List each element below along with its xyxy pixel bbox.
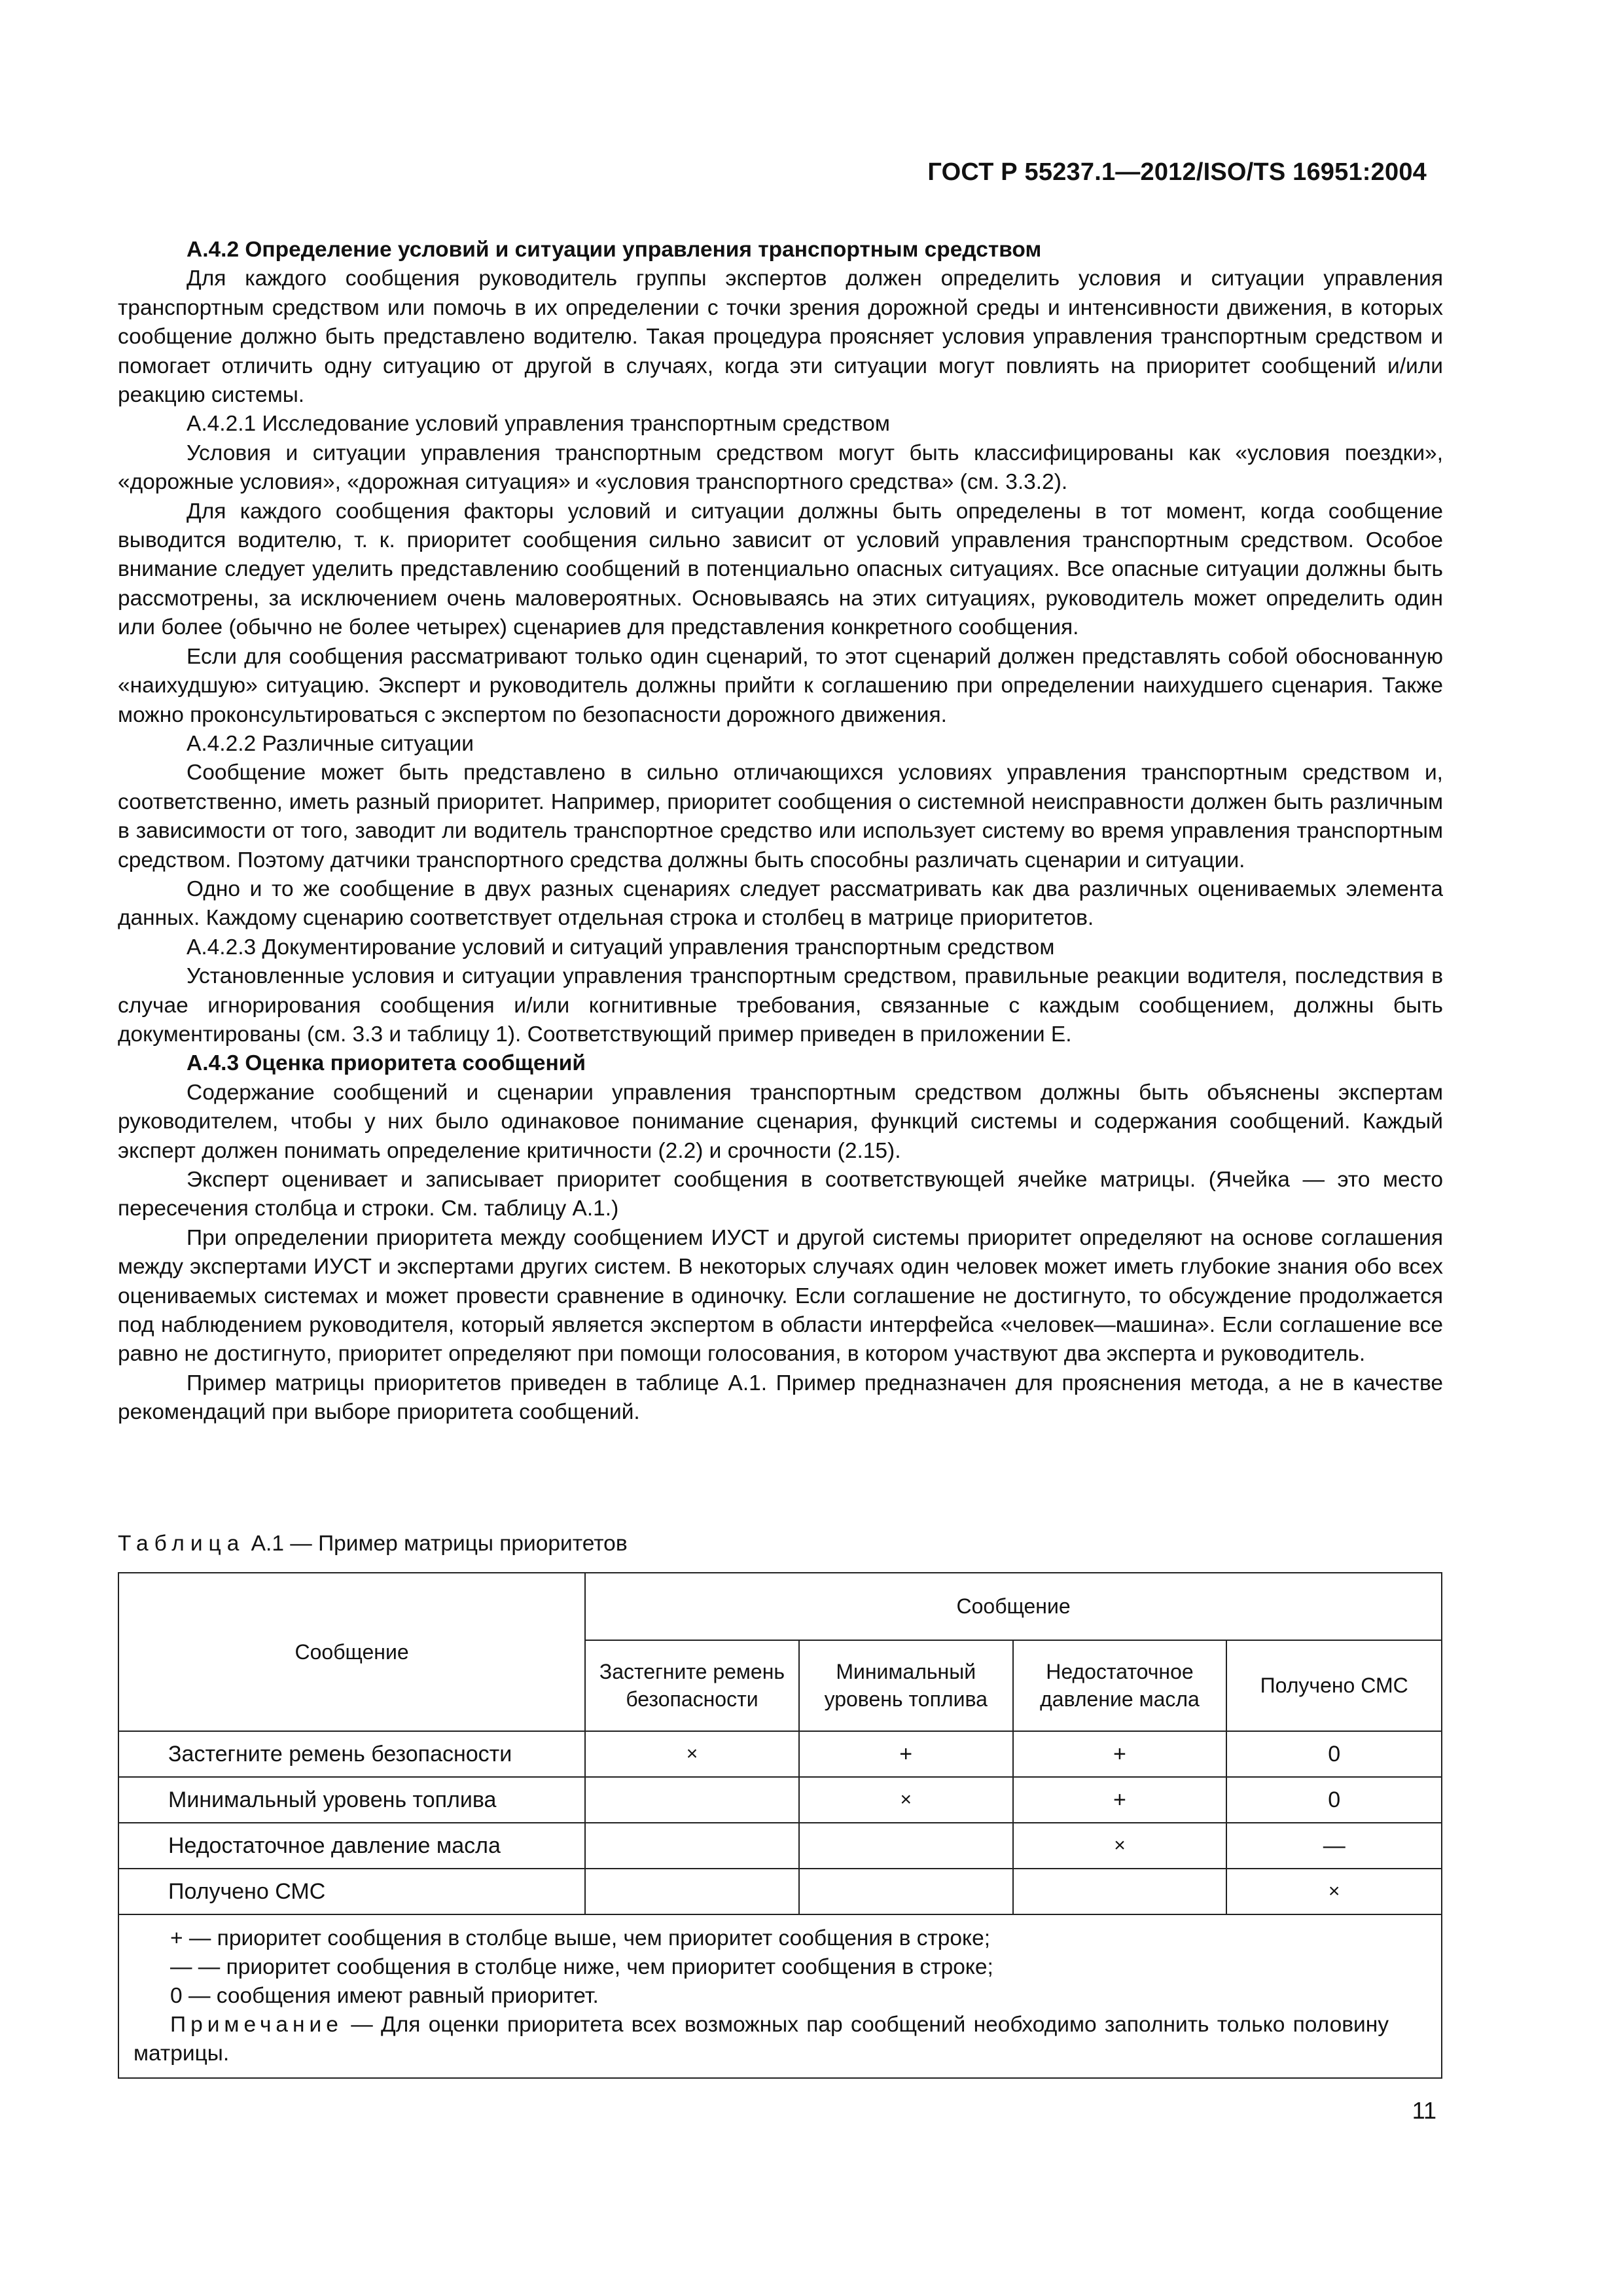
table-note — [134, 2011, 1389, 2068]
table-row — [118, 1777, 1442, 1823]
matrix-cell — [585, 1823, 799, 1869]
paragraph: Сообщение может быть представлено в сильно отличающихся условиях управления транспортным средством и, соответственно, иметь разный приоритет. Например, приоритет сообщения о системной неисправности должен быть различным в зависимости от того, заводит ли водитель транспортное средство или использует систему во время управления транспортным средством. Поэтому датчики транспортного средства должны быть способны различать сценарии и ситуации. — [118, 761, 1443, 872]
section-heading-a42: А.4.2 Определение условий и ситуации управления транспортным средством — [187, 238, 1042, 262]
row-label: Застегните ремень безопасности — [118, 1731, 585, 1777]
column-header: Минимальный уровень топлива — [799, 1640, 1013, 1731]
matrix-cell: + — [1013, 1731, 1227, 1777]
paragraph: При определении приоритета между сообщением ИУСТ и другой системы приоритет определяют на основе соглашения между экспертами ИУСТ и экспертами других систем. В некоторых случаях один человек может иметь глубокие знания обо всех оцениваемых системах и может провести сравнение в одиночку. Если соглашение не достигнуто, то обсуждение продолжается под наблюдением руководителя, который является экспертом в области интерфейса «человек—машина». Если соглашение все равно не достигнуто, приоритет определяют при помощи голосования, в котором участвуют два эксперта и руководитель. — [118, 1225, 1443, 1367]
note-text: — Для оценки приоритета всех возможных пар сообщений необходимо заполнить только половину матрицы. — [134, 2013, 1389, 2066]
paragraph: Эксперт оценивает и записывает приоритет сообщения в соответствующей ячейке матрицы. (Ячейка — это место пересечения столбца и строки. См. таблицу А.1.) — [118, 1168, 1443, 1221]
paragraph: Для каждого сообщения факторы условий и ситуации должны быть определены в тот момент, когда сообщение выводится водителю, т. к. приоритет сообщения сильно зависит от условий управления транспортным средством. Особое внимание следует уделить представлению сообщений в потенциально опасных ситуациях. Все опасные ситуации должны быть рассмотрены, за исключением очень маловероятных. Основываясь на этих ситуациях, руководитель может определить один или более (обычно не более четырех) сценариев для представления конкретного сообщения. — [118, 499, 1443, 640]
matrix-cell — [585, 1777, 799, 1823]
matrix-cell: × — [1013, 1823, 1227, 1869]
legend-item-dash: — — приоритет сообщения в столбце ниже, чем приоритет сообщения в строке; — [170, 1955, 993, 1979]
table-row — [118, 1823, 1442, 1869]
document-body — [118, 236, 1443, 1427]
paragraph: Содержание сообщений и сценарии управления транспортным средством должны быть объяснены экспертам руководителем, чтобы у них было одинаковое понимание сценария, функций системы и содержания сообщений. Каждый эксперт должен понимать определение критичности (2.2) и срочности (2.15). — [118, 1080, 1443, 1163]
table-caption-text: А.1 — Пример матрицы приоритетов — [245, 1532, 628, 1556]
matrix-cell: × — [1226, 1869, 1442, 1914]
table-caption-prefix: Таблица — [118, 1532, 245, 1556]
matrix-cell: — — [1226, 1823, 1442, 1869]
note-prefix: Примечание — [170, 2013, 343, 2037]
matrix-cell: + — [799, 1731, 1013, 1777]
paragraph: Одно и то же сообщение в двух разных сценариях следует рассматривать как два различных оцениваемых элемента данных. Каждому сценарию соответствует отдельная строка и столбец в матрице приоритетов. — [118, 876, 1443, 931]
column-group-header: Сообщение — [585, 1573, 1442, 1640]
table-caption — [118, 1532, 628, 1556]
column-header: Получено СМС — [1226, 1640, 1442, 1731]
matrix-cell: × — [585, 1731, 799, 1777]
document-code: ГОСТ Р 55237.1—2012/ISO/TS 16951:2004 — [927, 158, 1427, 186]
matrix-cell: + — [1013, 1777, 1227, 1823]
table-row — [118, 1731, 1442, 1777]
column-header: Застегните ремень безопасности — [585, 1640, 799, 1731]
matrix-cell — [1013, 1869, 1227, 1914]
row-label: Получено СМС — [118, 1869, 585, 1914]
matrix-cell: 0 — [1226, 1777, 1442, 1823]
page-number: 11 — [1412, 2097, 1436, 2124]
paragraph: Если для сообщения рассматривают только один сценарий, то этот сценарий должен представлять собой обоснованную «наихудшую» ситуацию. Эксперт и руководитель должны прийти к соглашению при определении наихудшего сценария. Также можно проконсультироваться с экспертом по безопасности дорожного движения. — [118, 644, 1443, 727]
matrix-cell — [799, 1823, 1013, 1869]
row-label: Недостаточное давление масла — [118, 1823, 585, 1869]
legend-item-plus: + — приоритет сообщения в столбце выше, чем приоритет сообщения в строке; — [170, 1926, 991, 1950]
row-label: Минимальный уровень топлива — [118, 1777, 585, 1823]
subsection-heading-a421: А.4.2.1 Исследование условий управления транспортным средством — [187, 412, 890, 437]
column-header: Недостаточное давление масла — [1013, 1640, 1227, 1731]
paragraph: Условия и ситуации управления транспортным средством могут быть классифицированы как «условия поездки», «дорожные условия», «дорожная ситуация» и «условия транспортного средства» (см. 3.3.2). — [118, 440, 1443, 495]
matrix-cell — [799, 1869, 1013, 1914]
matrix-cell: × — [799, 1777, 1013, 1823]
table-legend — [118, 1914, 1442, 2078]
matrix-cell — [585, 1869, 799, 1914]
table-row — [118, 1869, 1442, 1914]
legend-item-zero: 0 — сообщения имеют равный приоритет. — [170, 1984, 599, 2008]
subsection-heading-a422: А.4.2.2 Различные ситуации — [187, 731, 474, 756]
matrix-cell: 0 — [1226, 1731, 1442, 1777]
paragraph: Для каждого сообщения руководитель группы экспертов должен определить условия и ситуации управления транспортным средством или помочь в их определении с точки зрения дорожной среды и интенсивности движения, в которых сообщение должно быть представлено водителю. Такая процедура проясняет условия управления транспортным средством и помогает отличить одну ситуацию от другой в случаях, когда эти ситуации могут повлиять на приоритет сообщений и/или реакцию системы. — [118, 266, 1443, 408]
paragraph: Пример матрицы приоритетов приведен в таблице А.1. Пример предназначен для прояснения метода, а не в качестве рекомендаций при выборе приоритета сообщений. — [118, 1371, 1443, 1425]
row-header-cell: Сообщение — [118, 1573, 585, 1731]
subsection-heading-a423: А.4.2.3 Документирование условий и ситуаций управления транспортным средством — [187, 935, 1055, 960]
priority-matrix-table — [118, 1572, 1442, 2079]
section-heading-a43: А.4.3 Оценка приоритета сообщений — [187, 1051, 586, 1076]
paragraph: Установленные условия и ситуации управления транспортным средством, правильные реакции водителя, последствия в случае игнорирования сообщения и/или когнитивные требования, связанные с каждым сообщением, должны быть документированы (см. 3.3 и таблицу 1). Соответствующий пример приведен в приложении Е. — [118, 964, 1443, 1047]
